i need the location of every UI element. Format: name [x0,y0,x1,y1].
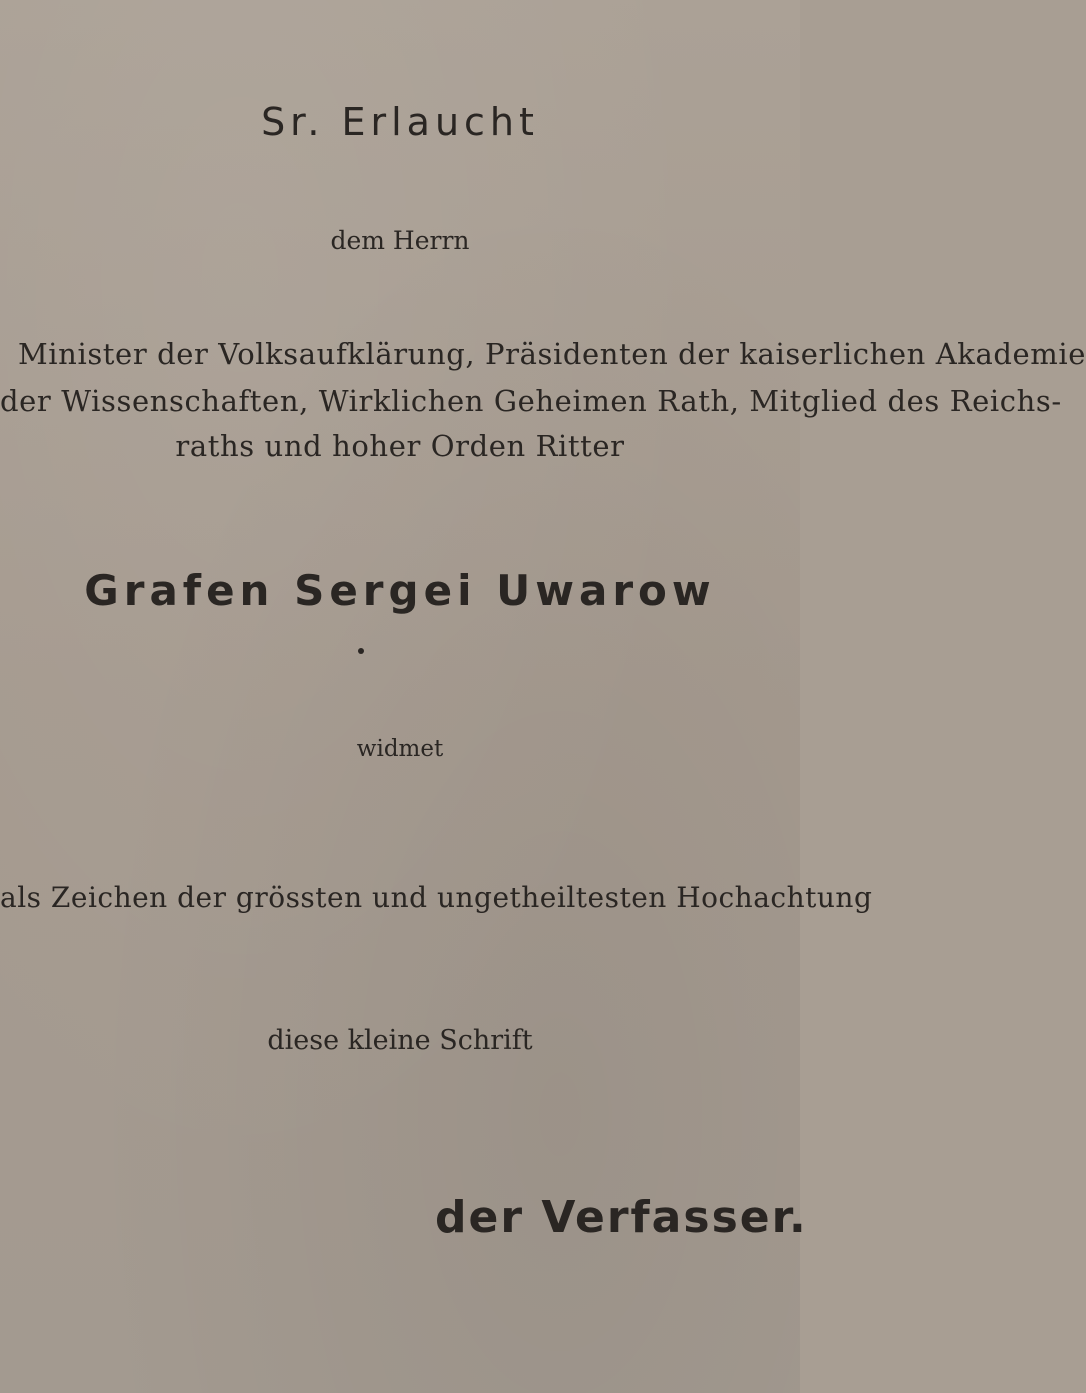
author-signature: der Verfasser. [435,1192,808,1243]
ink-speck [358,648,364,654]
dedicatee-name: Grafen Sergei Uwarow [84,566,716,615]
dedication-heading: Sr. Erlaucht [261,100,539,144]
schrift-line: diese kleine Schrift [267,1025,533,1056]
titles-line-3: raths und hoher Orden Ritter [175,429,625,463]
dem-herrn-line: dem Herrn [330,226,470,255]
hochachtung-line: als Zeichen der grössten und ungetheiltesten Hochachtung [0,881,873,914]
titles-line-1: Minister der Volksaufklärung, Präsidenten der kaiserlichen Akademie [18,337,1086,371]
titles-line-2: der Wissenschaften, Wirklichen Geheimen Rath, Mitglied des Reichs- [0,384,1062,418]
widmet-line: widmet [356,736,444,762]
